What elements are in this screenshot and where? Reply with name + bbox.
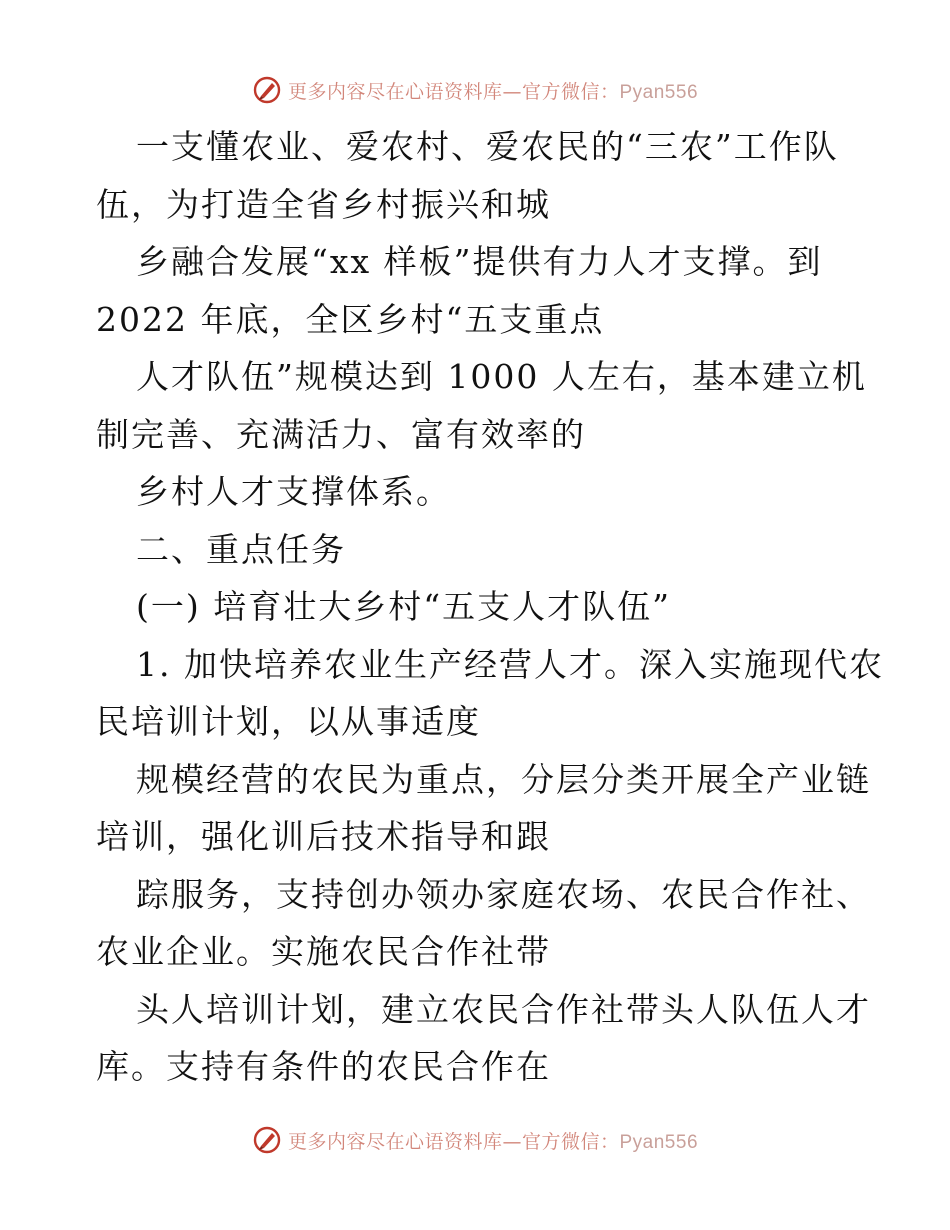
text-line: 头人培训计划，建立农民合作社带头人队伍人才 <box>136 989 871 1029</box>
text-line: 民培训计划，以从事适度 <box>96 702 481 741</box>
section-heading: 二、重点任务 <box>136 529 346 569</box>
pen-logo-icon <box>252 1125 282 1155</box>
watermark-suffix: 官方微信： <box>521 80 620 103</box>
watermark-suffix: 官方微信： <box>521 1130 620 1153</box>
text-line: 规模经营的农民为重点，分层分类开展全产业链 <box>136 759 871 799</box>
watermark-text <box>288 77 698 104</box>
pen-logo-icon <box>252 75 282 105</box>
watermark-text <box>288 1127 698 1154</box>
subsection-heading: (一) 培育壮大乡村“五支人才队伍” <box>136 587 671 626</box>
text-line: 1. 加快培养农业生产经营人才。深入实施现代农 <box>136 644 884 684</box>
text-line: 乡村人才支撑体系。 <box>136 472 451 511</box>
watermark-handle: Pyan556 <box>619 81 699 103</box>
text-line: 培训，强化训后技术指导和跟 <box>96 817 551 856</box>
watermark-handle: Pyan556 <box>619 1131 699 1153</box>
watermark-dash: — <box>502 80 522 103</box>
text-line: 人才队伍”规模达到 1000 人左右，基本建立机 <box>136 357 867 396</box>
document-body <box>96 118 884 1096</box>
text-line: 伍，为打造全省乡村振兴和城 <box>96 184 551 224</box>
text-line: 乡融合发展“xx 样板”提供有力人才支撑。到 <box>136 242 823 281</box>
text-line: 踪服务，支持创办领办家庭农场、农民合作社、 <box>136 874 871 914</box>
text-line: 制完善、充满活力、富有效率的 <box>96 414 586 454</box>
text-line: 农业企业。实施农民合作社带 <box>96 932 551 971</box>
footer-watermark <box>0 1122 950 1158</box>
watermark-brand: 更多内容尽在心语资料库 <box>287 1130 503 1153</box>
text-line: 2022 年底，全区乡村“五支重点 <box>96 299 605 339</box>
watermark-brand: 更多内容尽在心语资料库 <box>287 80 503 103</box>
text-line: 库。支持有条件的农民合作在 <box>96 1047 551 1086</box>
text-line: 一支懂农业、爱农村、爱农民的“三农”工作队 <box>136 127 839 166</box>
watermark-dash: — <box>502 1130 522 1153</box>
header-watermark <box>0 72 950 108</box>
